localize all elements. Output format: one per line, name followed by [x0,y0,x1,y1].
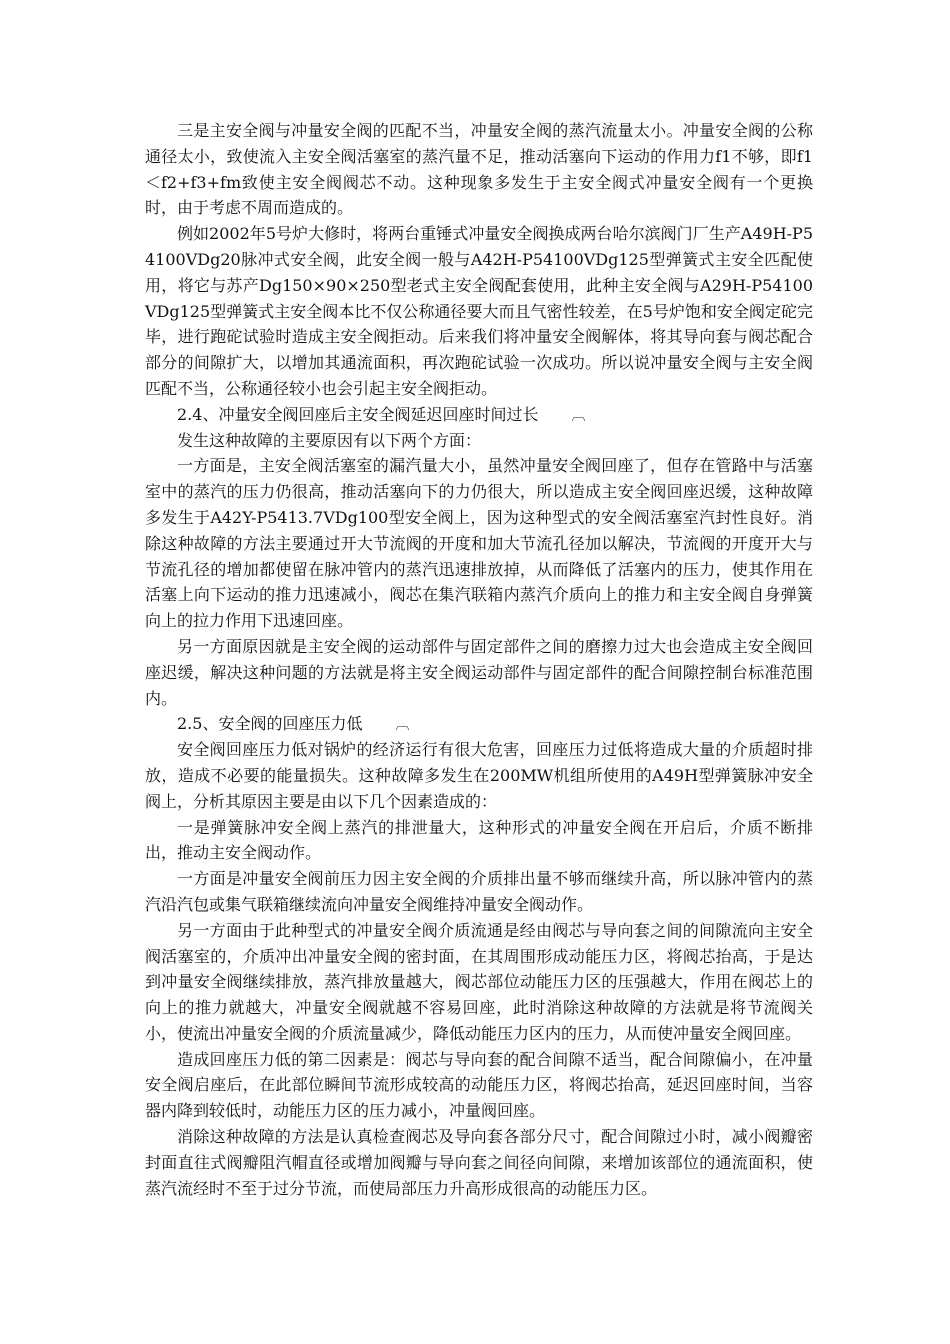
paragraph: 另一方面由于此种型式的冲量安全阀介质流通是经由阀芯与导向套之间的间隙流向主安全阀活塞室的，介质冲出冲量安全阀的密封面，在其周围形成动能压力区，将阀芯抬高，于是达到冲量安全阀继续排放，蒸汽排放量越大，阀芯部位动能压力区的压强越大，作用在阀芯上的向上的推力就越大，冲量安全阀就越不容易回座，此时消除这种故障的方法就是将节流阀关小，使流出冲量安全阀的介质流量减少，降低动能压力区内的压力，从而使冲量安全阀回座。 [145,920,813,1043]
paragraph: 造成回座压力低的第二因素是：阀芯与导向套的配合间隙不适当，配合间隙偏小，在冲量安全阀启座后，在此部位瞬间节流形成较高的动能压力区，将阀芯抬高，延迟回座时间，当容器内降到较低时，动能压力区的压力减小，冲量阀回座。 [145,1049,813,1121]
paragraph: 一方面是，主安全阀活塞室的漏汽量大小，虽然冲量安全阀回座了，但存在管路中与活塞室中的蒸汽的压力仍很高，推动活塞向下的力仍很大，所以造成主安全阀回座迟缓，这种故障多发生于A42Y-P5413.7VDg100型安全阀上，因为这种型式的安全阀活塞室汽封性良好。消除这种故障的方法主要通过开大节流阀的开度和加大节流孔径加以解决，节流阀的开度开大与节流孔径的增加都使留在脉冲管内的蒸汽迅速排放掉，从而降低了活塞内的压力，使其作用在活塞上向下运动的推力迅速减小，阀芯在集汽联箱内蒸汽介质向上的推力和主安全阀自身弹簧向上的拉力作用下迅速回座。 [145,456,813,631]
paragraph: 另一方面原因就是主安全阀的运动部件与固定部件之间的磨擦力过大也会造成主安全阀回座迟缓，解决这种问题的方法就是将主安全阀运动部件与固定部件的配合间隙控制台标准范围内。 [145,636,813,708]
paragraph: 消除这种故障的方法是认真检查阀芯及导向套各部分尺寸，配合间隙过小时，减小阀瓣密封面直往式阀瓣阻汽帽直径或增加阀瓣与导向套之间径向间隙，来增加该部位的通流面积，使蒸汽流经时不至于过分节流，而使局部压力升高形成很高的动能压力区。 [145,1127,813,1198]
paragraph: 一是弹簧脉冲安全阀上蒸汽的排泄量大，这种形式的冲量安全阀在开启后，介质不断排出，推动主安全阀动作。 [145,817,813,863]
paragraph: 一方面是冲量安全阀前压力因主安全阀的介质排出量不够而继续升高，所以脉冲管内的蒸汽沿汽包或集气联箱继续流向冲量安全阀维持冲量安全阀动作。 [145,869,813,914]
section-heading [145,402,813,428]
paragraph: 发生这种故障的主要原因有以下两个方面： [177,430,482,450]
paragraph: 安全阀回座压力低对锅炉的经济运行有很大危害，回座压力过低将造成大量的介质超时排放，造成不必要的能量损失。这种故障多发生在200MW机组所使用的A49H型弹簧脉冲安全阀上，分析其原因主要是由以下几个因素造成的： [145,740,813,811]
section-heading-text: 2.4、冲量安全阀回座后主安全阀延迟回座时间过长 [177,404,539,424]
paragraph: 例如2002年5号炉大修时，将两台重锤式冲量安全阀换成两台哈尔滨阀门厂生产A49H-P54100VDg20脉冲式安全阀，此安全阀一般与A42H-P54100VDg125型弹簧式主安全匹配使用，将它与苏产Dg150×90×250型老式主安全阀配套使用，此种主安全阀与A29H-P54100VDg125型弹簧式主安全阀本比不仅公称通径要大而且气密性较差，在5号炉饱和安全阀定砣完毕，进行跑砣试验时造成主安全阀拒动。后来我们将冲量安全阀解体，将其导向套与阀芯配合部分的间隙扩大，以增加其通流面积，再次跑砣试验一次成功。所以说冲量安全阀与主安全阀匹配不当，公称通径较小也会引起主安全阀拒动。 [145,224,813,398]
document-page [145,118,813,1201]
bracket-mark: ︹ [395,717,410,734]
paragraph: 三是主安全阀与冲量安全阀的匹配不当，冲量安全阀的蒸汽流量太小。冲量安全阀的公称通径太小，致使流入主安全阀活塞室的蒸汽量不足，推动活塞向下运动的作用力f1不够，即f1＜f2+f3+fm致使主安全阀阀芯不动。这种现象多发生于主安全阀式冲量安全阀有一个更换时，由于考虑不周而造成的。 [145,121,813,218]
section-heading-text: 2.5、安全阀的回座压力低 [177,714,363,734]
section-heading [145,711,813,737]
bracket-mark: ︹ [571,407,586,424]
